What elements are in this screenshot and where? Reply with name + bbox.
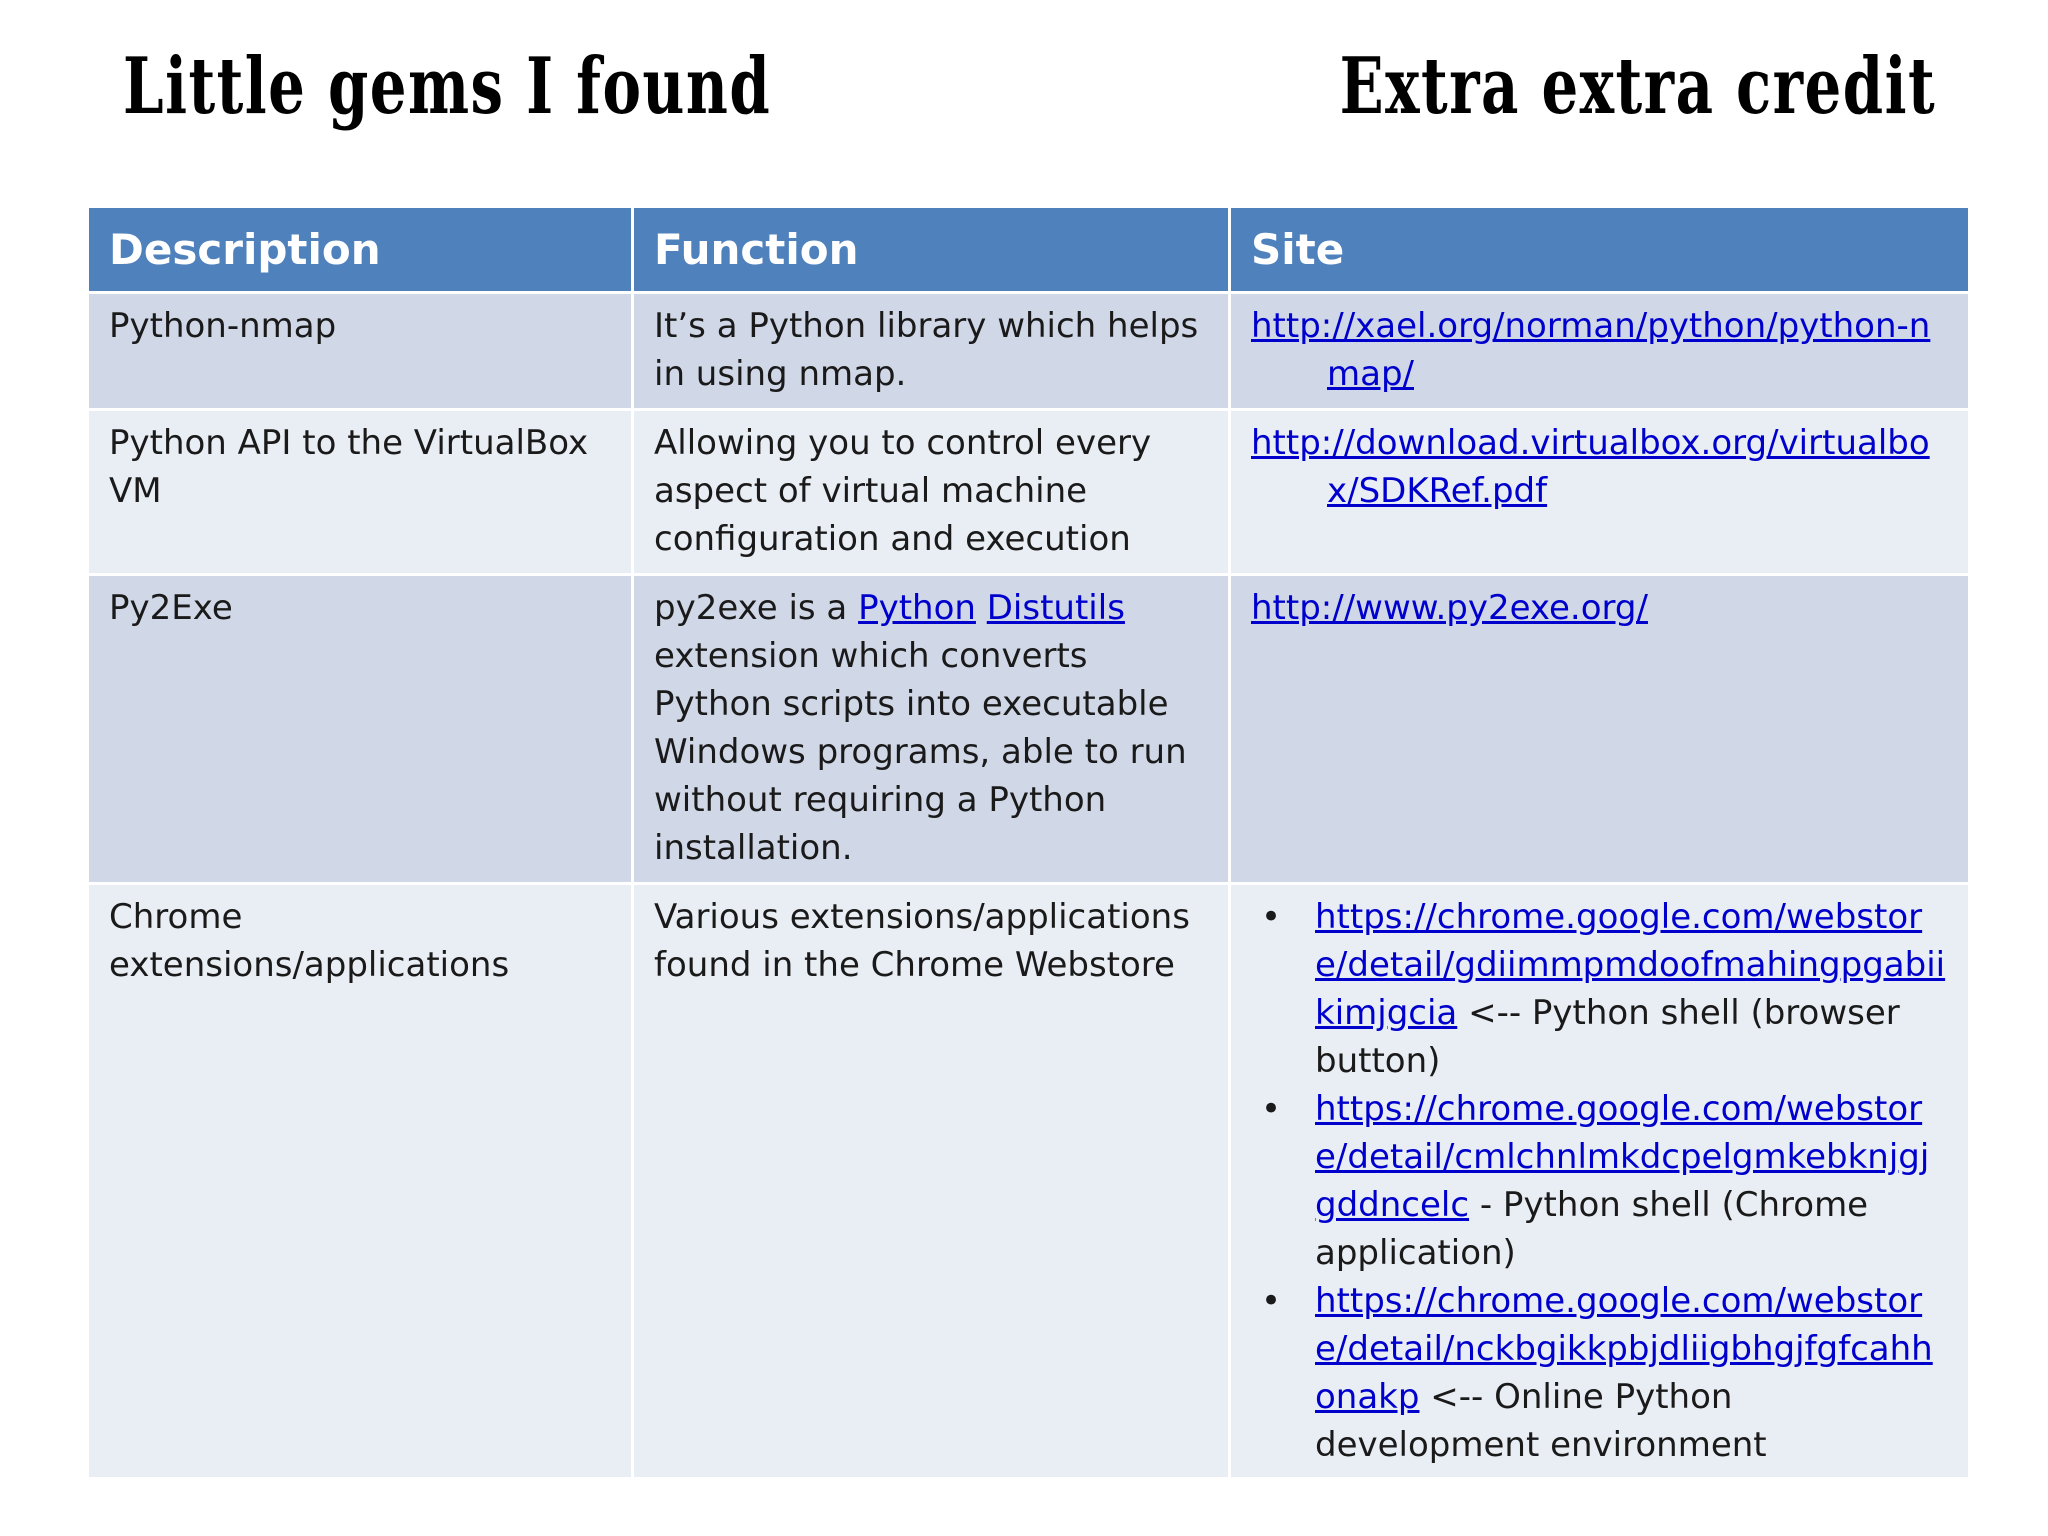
table-row <box>88 293 1970 410</box>
python-link[interactable]: Python <box>858 588 976 628</box>
title-little-gems: Little gems I found <box>123 41 772 132</box>
bullet-icon: • <box>1260 1281 1282 1321</box>
site-cell <box>1230 293 1970 410</box>
chrome-note: <-- Python shell (browser button) <box>1315 993 1900 1081</box>
list-item <box>1251 893 1948 1085</box>
list-item <box>1251 1277 1948 1469</box>
function-cell: It’s a Python library which helps in using nmap. <box>633 293 1230 410</box>
function-cell: Allowing you to control every aspect of virtual machine configuration and execution <box>633 410 1230 575</box>
header-description: Description <box>88 207 633 293</box>
site-cell <box>1230 410 1970 575</box>
header-site: Site <box>1230 207 1970 293</box>
chrome-note: <-- Online Python development environment <box>1315 1377 1767 1465</box>
chrome-note: - Python shell (Chrome application) <box>1315 1185 1869 1273</box>
header-function: Function <box>633 207 1230 293</box>
description-cell: Python-nmap <box>88 293 633 410</box>
list-item <box>1251 1085 1948 1277</box>
table-row <box>88 884 1970 1479</box>
description-cell: Python API to the VirtualBox VM <box>88 410 633 575</box>
bullet-icon: • <box>1260 897 1282 937</box>
chrome-link-python-shell-app[interactable]: https://chrome.google.com/webstore/detail/cmlchnlmkdcpelgmkebknjgjgddncelc <box>1315 1089 1930 1225</box>
bullet-icon: • <box>1260 1089 1282 1129</box>
function-text-post: extension which converts Python scripts into executable Windows programs, able to run without requiring a Python installation. <box>654 636 1187 868</box>
site-cell <box>1230 575 1970 884</box>
chrome-link-python-shell-button[interactable]: https://chrome.google.com/webstore/detail/gdiimmpmdoofmahingpgabiikimjgcia <box>1315 897 1946 1033</box>
function-cell: Various extensions/applications found in the Chrome Webstore <box>633 884 1230 1479</box>
description-cell: Py2Exe <box>88 575 633 884</box>
table-row <box>88 575 1970 884</box>
chrome-site-list <box>1251 893 1948 1469</box>
table-row <box>88 410 1970 575</box>
gems-table <box>86 205 1971 1480</box>
site-link-python-nmap[interactable]: http://xael.org/norman/python/python-nmap/ <box>1251 306 1931 394</box>
distutils-link[interactable]: Distutils <box>986 588 1125 628</box>
chrome-link-online-ide[interactable]: https://chrome.google.com/webstore/detail/nckbgikkpbjdliigbhgjfgfcahhonakp <box>1315 1281 1933 1417</box>
function-text-pre: py2exe is a <box>654 588 848 628</box>
title-extra-credit: Extra extra credit <box>1339 41 1936 132</box>
table-header-row <box>88 207 1970 293</box>
site-link-virtualbox[interactable]: http://download.virtualbox.org/virtualbox/SDKRef.pdf <box>1251 423 1930 511</box>
description-cell: Chrome extensions/applications <box>88 884 633 1479</box>
site-link-py2exe[interactable]: http://www.py2exe.org/ <box>1251 588 1648 628</box>
function-cell <box>633 575 1230 884</box>
site-cell <box>1230 884 1970 1479</box>
